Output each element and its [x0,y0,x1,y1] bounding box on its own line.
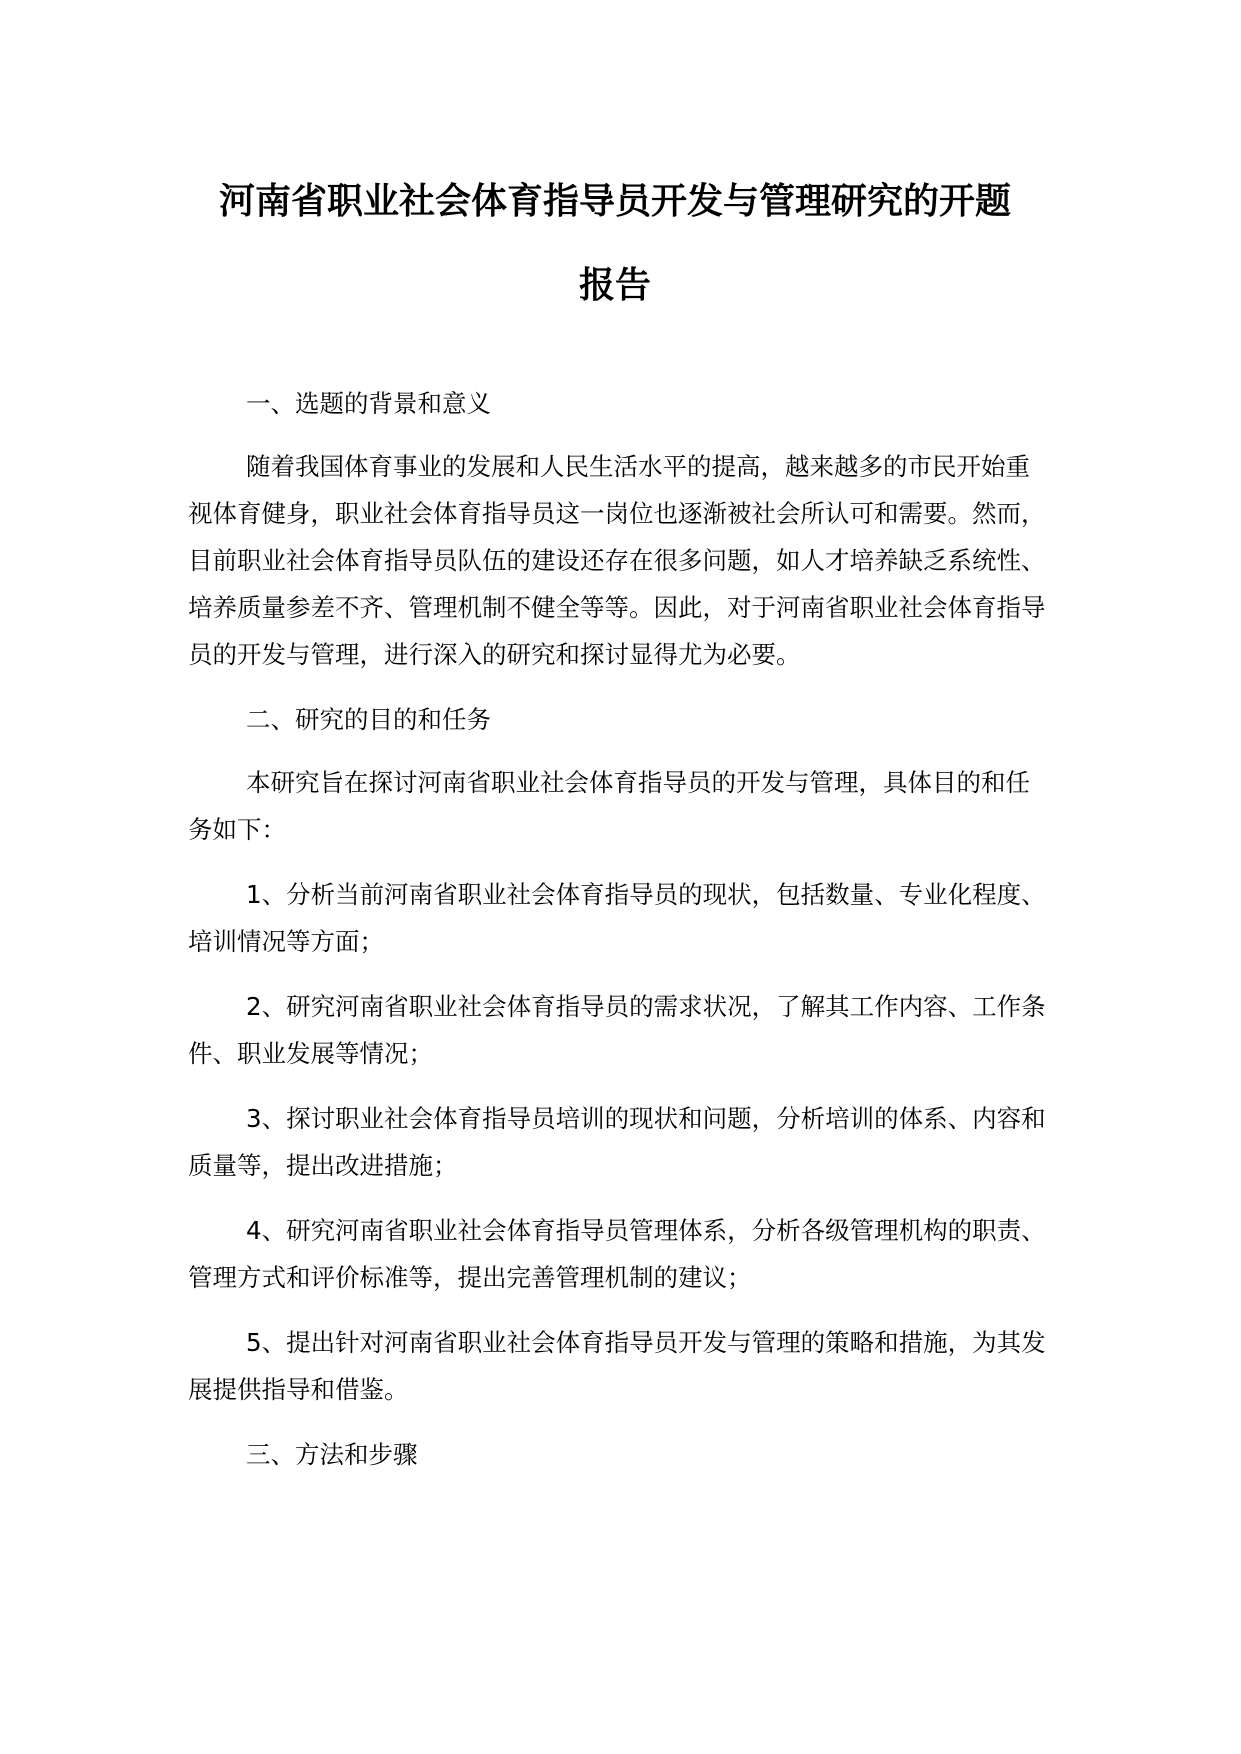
paragraph-background: 随着我国体育事业的发展和人民生活水平的提高，越来越多的市民开始重视体育健身，职业社会体育指导员这一岗位也逐渐被社会所认可和需要。然而，目前职业社会体育指导员队伍的建设还存在很多问题，如人才培养缺乏系统性、培养质量参差不齐、管理机制不健全等等。因此，对于河南省职业社会体育指导员的开发与管理，进行深入的研究和探讨显得尤为必要。 [188,452,1046,669]
section-heading-background: 一、选题的背景和意义 [246,389,491,418]
section-heading-methods: 三、方法和步骤 [246,1440,418,1469]
list-item-5: 5、提出针对河南省职业社会体育指导员开发与管理的策略和措施，为其发展提供指导和借鉴。 [188,1328,1046,1404]
paragraph-purpose-intro: 本研究旨在探讨河南省职业社会体育指导员的开发与管理，具体目的和任务如下： [188,768,1030,844]
list-item-3: 3、探讨职业社会体育指导员培训的现状和问题，分析培训的体系、内容和质量等，提出改进措施； [188,1104,1046,1180]
list-item-4: 4、研究河南省职业社会体育指导员管理体系，分析各级管理机构的职责、管理方式和评价标准等，提出完善管理机制的建议； [188,1216,1046,1292]
document-body [188,380,1048,1494]
list-item-2: 2、研究河南省职业社会体育指导员的需求状况，了解其工作内容、工作条件、职业发展等情况； [188,992,1046,1068]
list-item-1: 1、分析当前河南省职业社会体育指导员的现状，包括数量、专业化程度、培训情况等方面； [188,880,1046,956]
section-heading-purpose: 二、研究的目的和任务 [246,705,491,734]
document-title-line-1: 河南省职业社会体育指导员开发与管理研究的开题 [218,181,1011,222]
document-title-line-2: 报告 [578,265,651,306]
